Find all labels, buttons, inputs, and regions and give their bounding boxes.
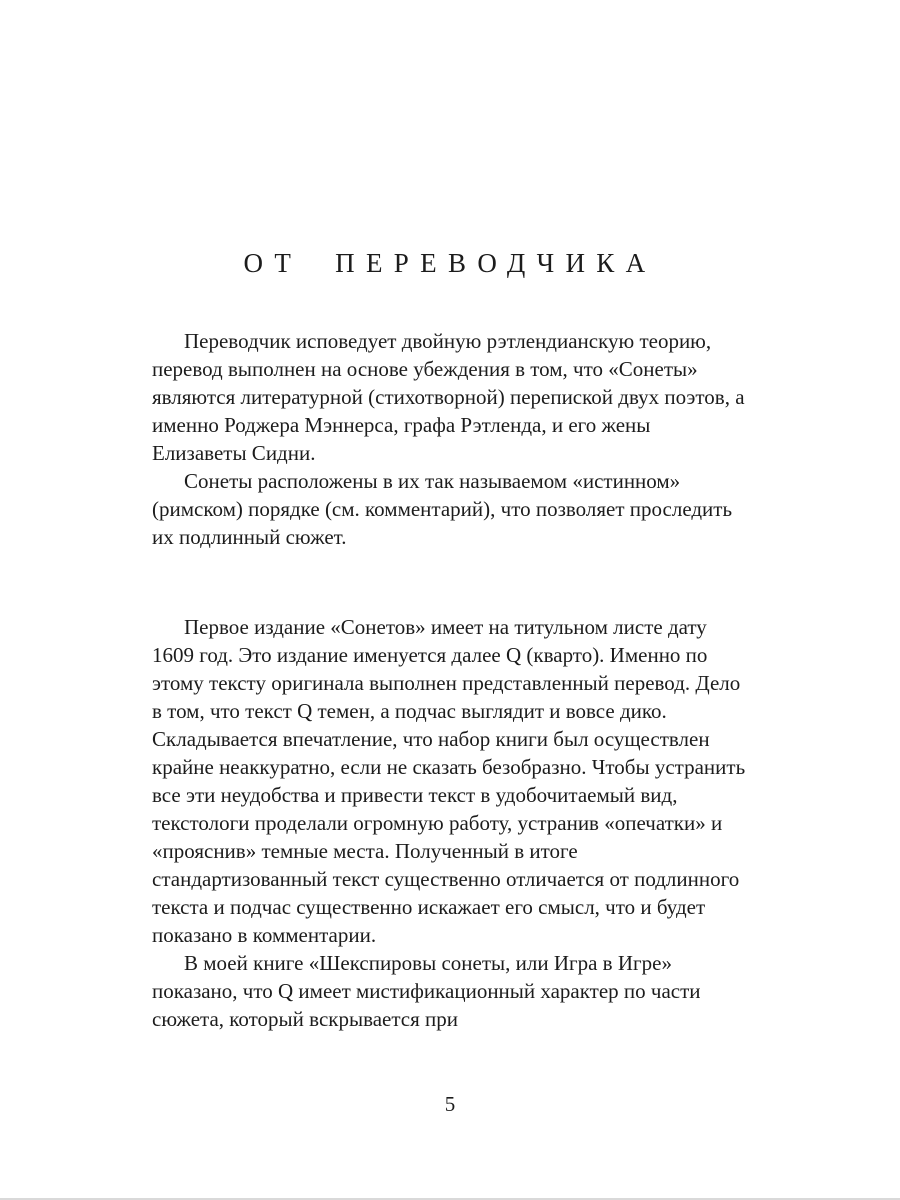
paragraph-translator-theory: Переводчик исповедует двойную рэтлендианскую теорию, перевод выполнен на основе убеждения в том, что «Сонеты» являются литературной (стихотворной) перепиской двух поэтов, а именно Роджера Мэннерса, графа Рэтленда, и его жены Елизаветы Сидни. <box>152 329 745 465</box>
text-column <box>152 248 748 1033</box>
page-number: 5 <box>444 1092 456 1116</box>
paragraph-sonnets-order: Сонеты расположены в их так называемом «истинном» (римском) порядке (см. комментарий), что позволяет проследить их подлинный сюжет. <box>152 469 733 549</box>
paragraph-first-edition: Первое издание «Сонетов» имеет на титульном листе дату 1609 год. Это издание именуется далее Q (кварто). Именно по этому тексту оригинала выполнен представленный перевод. Дело в том, что текст Q темен, а подчас выглядит и вовсе дико. Складывается впечатление, что набор книги был осуществлен крайне неаккуратно, если не сказать безобразно. Чтобы устранить все эти неудобства и привести текст в удобочитаемый вид, текстологи проделали огромную работу, устранив «опечатки» и «прояснив» темные места. Полученный в итоге стандартизованный текст существенно отличается от подлинного текста и подчас существенно искажает его смысл, что и будет показано в комментарии. <box>152 615 746 947</box>
chapter-title: ОТ ПЕРЕВОДЧИКА <box>243 248 657 278</box>
paragraph-my-book: В моей книге «Шекспировы сонеты, или Игра в Игре» показано, что Q имеет мистификационный характер по части сюжета, который вскрывается при <box>152 951 701 1031</box>
